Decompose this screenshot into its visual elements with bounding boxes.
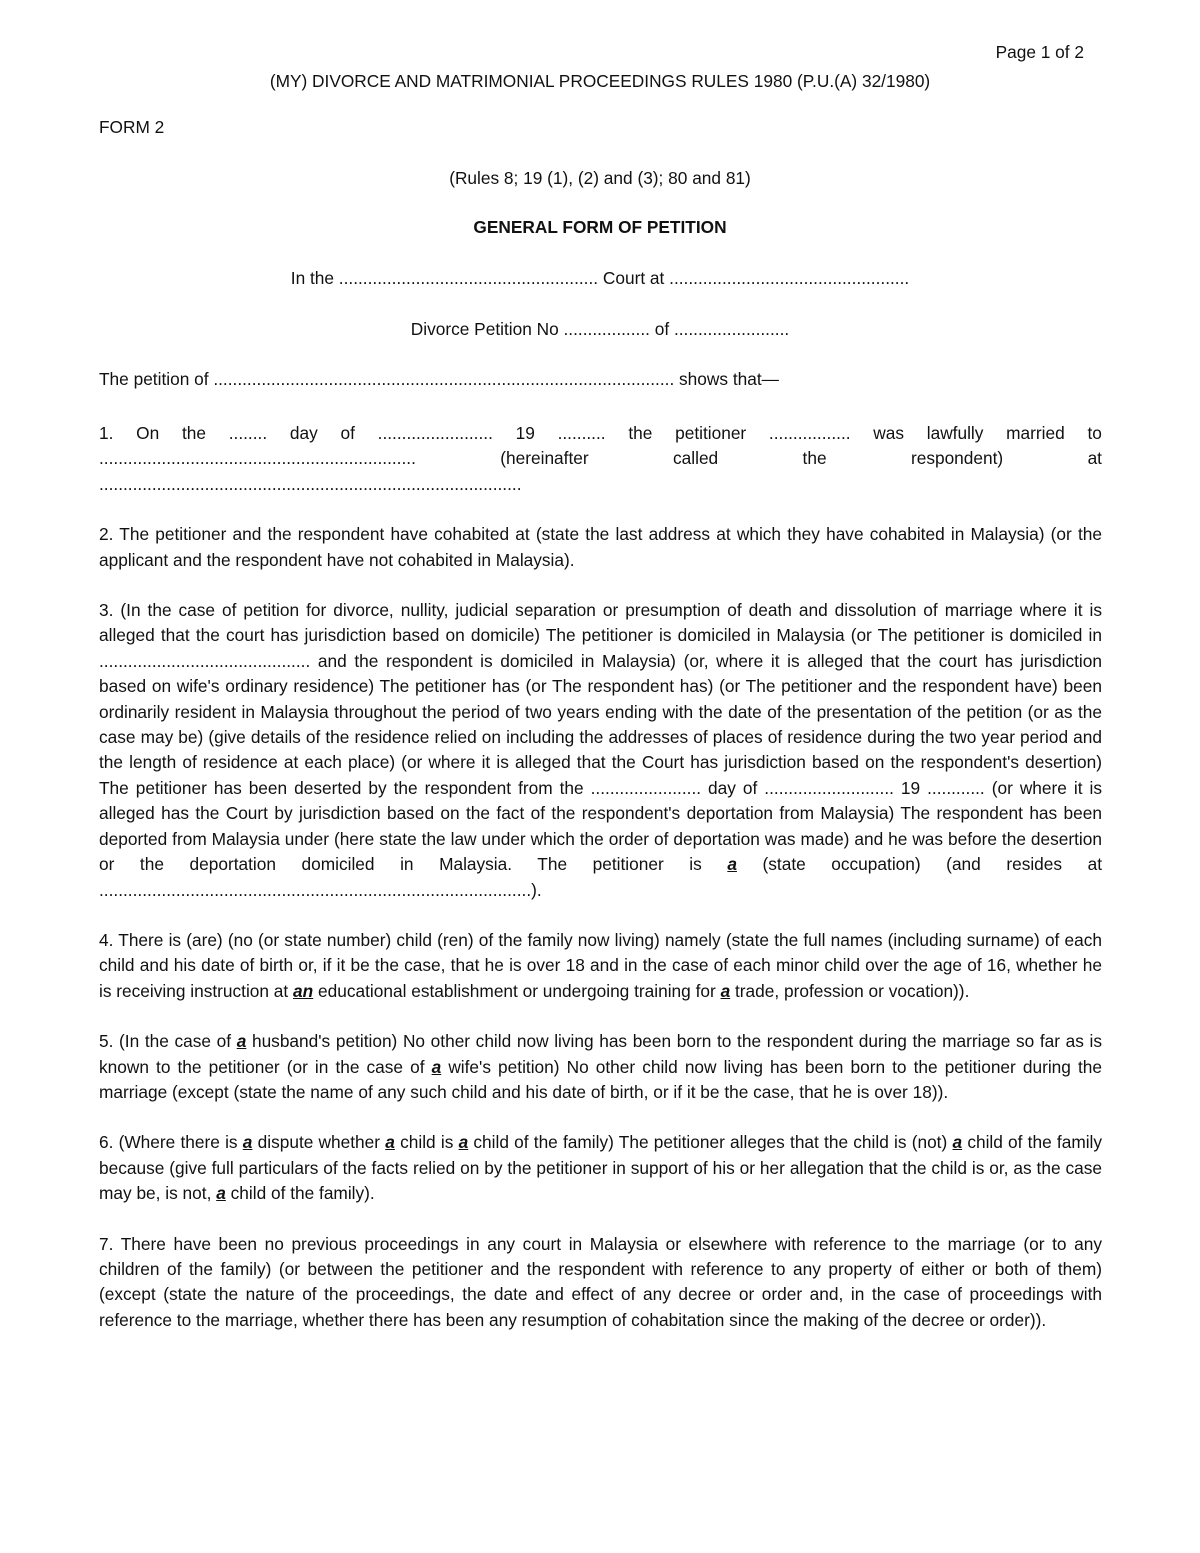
word: the	[628, 423, 653, 443]
rules-reference: (Rules 8; 19 (1), (2) and (3); 80 and 81)	[449, 168, 751, 188]
word: the	[181, 423, 206, 443]
word: of	[340, 423, 355, 443]
document-header: (MY) DIVORCE AND MATRIMONIAL PROCEEDINGS RULES 1980 (P.U.(A) 32/1980)	[269, 71, 931, 91]
word: the	[802, 448, 827, 469]
paragraph-6-text: child of the family).	[230, 1183, 375, 1204]
paragraph-5-text: 5. (In the case of	[99, 1031, 232, 1052]
blank-month: ........................	[377, 423, 493, 443]
paragraph-1-line-2	[99, 446, 1102, 471]
paragraph-4-text: 4. There is (are) (no (or state number) child (ren) of the family now living) namely (state the full names (including surname) of each child and his date of birth or, if it be the case, that he is over 18 and in the case of each minor child over the age of 16, whether he is receiving instruction at	[99, 929, 1102, 1001]
page-number: Page 1 of 2	[995, 42, 1084, 62]
blank-respondent: ..................................................................	[99, 448, 416, 469]
paragraph-3-text: 3. (In the case of petition for divorce, nullity, judicial separation or presumption of death and dissolution of marriage where it is alleged that the court has jurisdiction based on domicile) The petitioner is domiciled in Malaysia (or The petitioner is domiciled in ............................................ and the respondent is domiciled in Malaysia) (or, where it is alleged that the court has jurisdiction based on wife's ordinary residence) The petitioner has (or The respondent has) (or The petitioner and the respondent have) been ordinarily resident in Malaysia throughout the period of two years ending with the date of the presentation of the petition (or as the case may be) (give details of the residence relied on including the addresses of places of residence during the two year period and the length of residence at each place) (or where it is alleged that the Court has jurisdiction based on the respondent's desertion) The petitioner has been deserted by the respondent from the ....................... day of ........................... 19 ............ (or where it is alleged has the Court by jurisdiction based on the fact of the respondent's deportation from Malaysia) The respondent has been deported from Malaysia under (here state the law under which the order of deportation was made) and he was before the desertion or the deportation domiciled in Malaysia. The petitioner is	[99, 600, 1102, 875]
blank-place: ........................................................................................	[99, 473, 522, 494]
word: 19	[515, 423, 535, 443]
word: 1.	[99, 423, 114, 443]
paragraph-1	[99, 421, 1102, 497]
word: day	[289, 423, 318, 443]
petition-number-line: Divorce Petition No .................. of ........................	[410, 319, 790, 339]
word: at	[1087, 448, 1102, 469]
word: to	[1087, 423, 1102, 443]
paragraph-4	[99, 928, 1102, 1004]
word: called	[673, 448, 719, 469]
emphasis-a: a	[727, 854, 737, 875]
word: petitioner	[675, 423, 747, 443]
word: On	[136, 423, 160, 443]
blank-petitioner: .................	[768, 423, 851, 443]
court-line: In the ...................................................... Court at ..................................................	[290, 268, 910, 288]
paragraph-1-line-1	[99, 421, 1102, 446]
emphasis-a: a	[385, 1132, 395, 1153]
emphasis-a: a	[242, 1132, 253, 1153]
paragraph-5	[99, 1029, 1102, 1105]
paragraph-3	[99, 598, 1102, 903]
paragraph-6	[99, 1130, 1102, 1206]
paragraph-7: 7. There have been no previous proceedings in any court in Malaysia or elsewhere with reference to the marriage (or to any children of the family) (or between the petitioner and the respondent with reference to any property of either or both of them) (except (state the nature of the proceedings, the date and effect of any decree or order and, in the case of proceedings with reference to the marriage, whether there has been any resumption of cohabitation since the making of the decree or order)).	[99, 1233, 1102, 1330]
blank-year: ..........	[557, 423, 606, 443]
petition-body	[99, 421, 1102, 1358]
word: (hereinafter	[500, 448, 589, 469]
paragraph-6-text: dispute whether	[257, 1132, 381, 1153]
paragraph-6-text: child of the family because (give full particulars of the facts relied on by the petitioner in support of his or her allegation that the child is or, as the case may be, is not,	[99, 1132, 1103, 1204]
paragraph-3-text-end: (state occupation) (and resides at ..........................................................................................).	[99, 854, 1102, 900]
paragraph-6-text: child of the family) The petitioner alleges that the child is (not)	[473, 1132, 948, 1153]
emphasis-a: a	[236, 1031, 247, 1052]
petition-of-line: The petition of ................................................................................................ shows that—	[99, 369, 779, 389]
word: married	[1006, 423, 1065, 443]
emphasis-a: a	[720, 980, 731, 1001]
blank-day: ........	[228, 423, 268, 443]
form-label: FORM 2	[99, 117, 165, 137]
paragraph-6-text: child is	[400, 1132, 454, 1153]
word: respondent)	[910, 448, 1004, 469]
paragraph-6-text: 6. (Where there is	[99, 1132, 238, 1153]
emphasis-a: a	[216, 1183, 226, 1204]
word: was	[873, 423, 905, 443]
emphasis-a: a	[431, 1056, 442, 1077]
paragraph-5-text: husband's petition) No other child now living has been born to the respondent during the marriage so far as is known to the petitioner (or in the case of	[99, 1031, 1102, 1077]
paragraph-4-text: trade, profession or vocation)).	[735, 980, 970, 1001]
form-title: GENERAL FORM OF PETITION	[473, 217, 727, 237]
paragraph-2: 2. The petitioner and the respondent have cohabited at (state the last address at which they have cohabited in Malaysia) (or the applicant and the respondent have not cohabited in Malaysia).	[99, 524, 1102, 570]
paragraph-4-text: educational establishment or undergoing training for	[318, 980, 716, 1001]
emphasis-a: a	[458, 1132, 469, 1153]
emphasis-a: a	[952, 1132, 963, 1153]
word: lawfully	[926, 423, 984, 443]
paragraph-5-text: wife's petition) No other child now living has been born to the petitioner during the marriage (except (state the name of any such child and his date of birth, or if it be the case, that he is over 18)).	[99, 1056, 1102, 1102]
emphasis-an: an	[293, 980, 314, 1001]
